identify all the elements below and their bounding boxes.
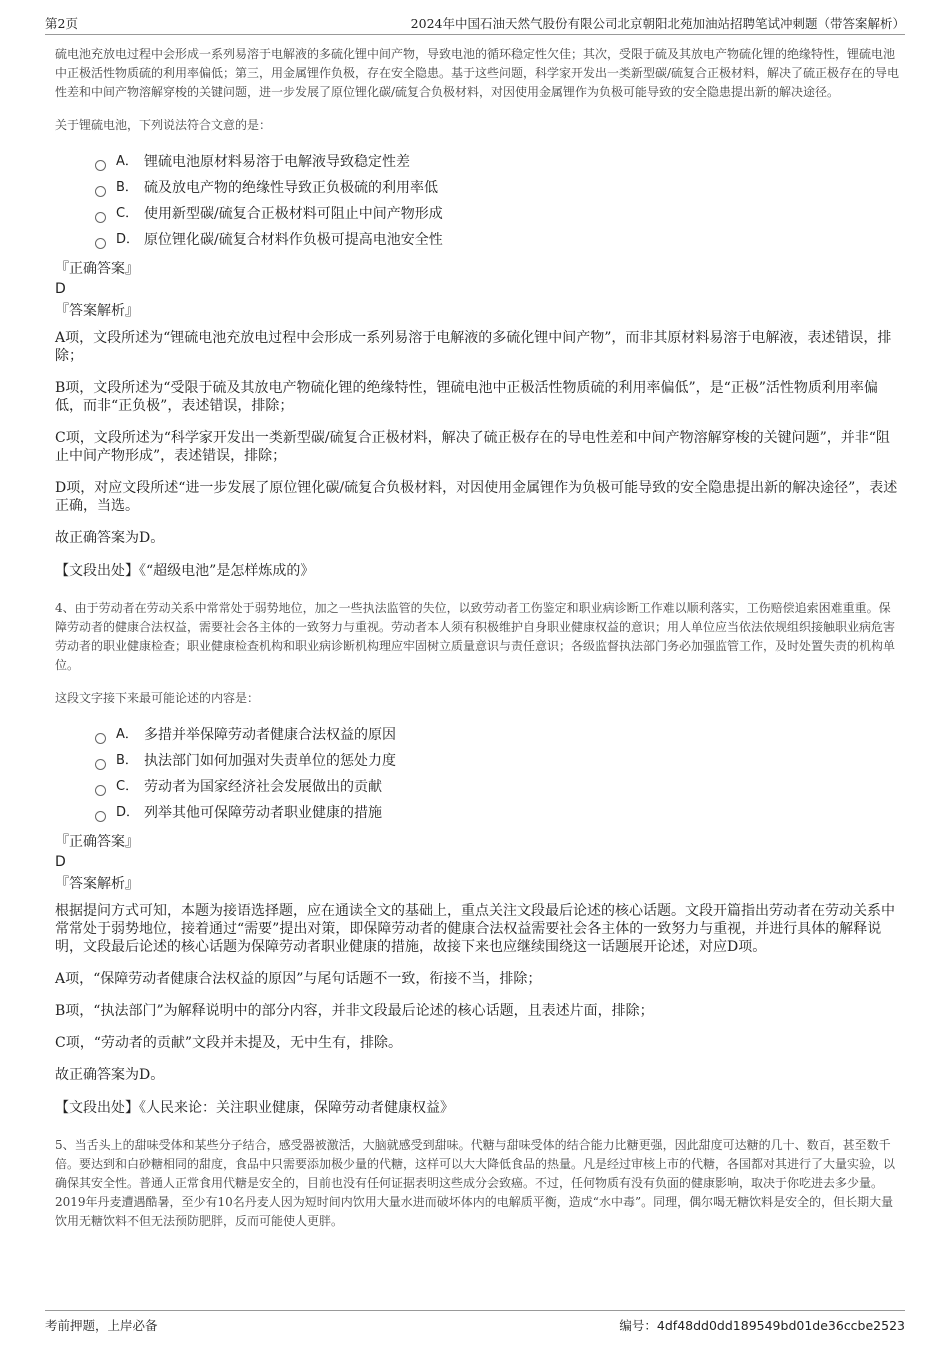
page-number: 第2页 bbox=[45, 16, 78, 31]
source-citation: 【文段出处】《“超级电池”是怎样炼成的》 bbox=[55, 563, 315, 579]
question-4 bbox=[55, 599, 900, 1118]
radio-icon[interactable] bbox=[95, 759, 106, 770]
answer-label: 『正确答案』 bbox=[55, 261, 139, 277]
option-text: 使用新型碳/硫复合正极材料可阻止中间产物形成 bbox=[144, 206, 443, 222]
option-text: 执法部门如何加强对失责单位的惩处力度 bbox=[144, 753, 396, 769]
option-c[interactable]: C． 劳动者为国家经济社会发展做出的贡献 bbox=[95, 774, 900, 800]
option-b[interactable]: B． 执法部门如何加强对失责单位的惩处力度 bbox=[95, 748, 900, 774]
radio-icon[interactable] bbox=[95, 811, 106, 822]
option-c[interactable]: C． 使用新型碳/硫复合正极材料可阻止中间产物形成 bbox=[95, 201, 900, 227]
analysis-paragraph: B项，文段所述为“受限于硫及其放电产物硫化锂的绝缘特性，锂硫电池中正极活性物质硫的利用率偏低”，是“正极”活性物质利用率偏低，而非“正负极”，表述错误，排除； bbox=[55, 380, 878, 414]
question-5-passage: 5、当舌头上的甜味受体和某些分子结合，感受器被激活，大脑就感受到甜味。代糖与甜味受体的结合能力比糖更强，因此甜度可达糖的几十、数百，甚至数千倍。要达到和白砂糖相同的甜度，食品中只需要添加极少量的代糖，这样可以大大降低食品的热量。凡是经过审核上市的代糖，各国都对其进行了大量实验，以确保其安全性。普通人正常食用代糖是安全的，目前也没有任何证据表明这些成分会致癌。不过，任何物质有没有负面的健康影响，取决于你吃进去多少量。2019年丹麦遭遇酷暑，至少有10名丹麦人因为短时间内饮用大量水进而破坏体内的电解质平衡，造成“水中毒”。同理，偶尔喝无糖饮料是安全的，但长期大量饮用无糖饮料不但无法预防肥胖，反而可能使人更胖。 bbox=[55, 1138, 896, 1228]
radio-icon[interactable] bbox=[95, 186, 106, 197]
option-d[interactable]: D． 原位锂化碳/硫复合材料作负极可提高电池安全性 bbox=[95, 227, 900, 253]
analysis-paragraph: A项，文段所述为“锂硫电池充放电过程中会形成一系列易溶于电解液的多硫化锂中间产物”，而非其原材料易溶于电解液，表述错误，排除； bbox=[55, 330, 892, 364]
option-text: 列举其他可保障劳动者职业健康的措施 bbox=[144, 805, 382, 821]
radio-icon[interactable] bbox=[95, 238, 106, 249]
analysis-paragraph: C项，“劳动者的贡献”文段并未提及，无中生有，排除。 bbox=[55, 1035, 403, 1051]
footer-code bbox=[619, 1316, 905, 1334]
question-3-passage: 硫电池充放电过程中会形成一系列易溶于电解液的多硫化锂中间产物，导致电池的循环稳定性欠佳；其次，受限于硫及其放电产物硫化锂的绝缘特性，锂硫电池中正极活性物质硫的利用率偏低；第三，用金属锂作负极，存在安全隐患。基于这些问题，科学家开发出一类新型碳/硫复合正极材料，解决了硫正极存在的导电性差和中间产物溶解穿梭的关键问题，进一步发展了原位锂化碳/硫复合负极材料，对因使用金属锂作为负极可能导致的安全隐患提出新的解决途径。 bbox=[55, 47, 900, 99]
footer-slogan: 考前押题，上岸必备 bbox=[45, 1318, 158, 1333]
question-3 bbox=[55, 45, 900, 581]
analysis-paragraph: D项，对应文段所述“进一步发展了原位锂化碳/硫复合负极材料，对因使用金属锂作为负极可能导致的安全隐患提出新的解决途径”，表述正确，当选。 bbox=[55, 480, 898, 514]
answer-label: 『正确答案』 bbox=[55, 834, 139, 850]
option-text: 硫及放电产物的绝缘性导致正负极硫的利用率低 bbox=[144, 180, 438, 196]
analysis-paragraph: A项，“保障劳动者健康合法权益的原因”与尾句话题不一致，衔接不当，排除； bbox=[55, 971, 542, 987]
answer-value: D bbox=[55, 281, 66, 297]
option-text: 劳动者为国家经济社会发展做出的贡献 bbox=[144, 779, 382, 795]
page-footer bbox=[45, 1310, 905, 1335]
question-4-prompt: 这段文字接下来最可能论述的内容是： bbox=[55, 691, 260, 705]
footer-code-value: 4df48dd0dd189549bd01de36ccbe2523 bbox=[656, 1318, 905, 1333]
option-b[interactable]: B． 硫及放电产物的绝缘性导致正负极硫的利用率低 bbox=[95, 175, 900, 201]
radio-icon[interactable] bbox=[95, 160, 106, 171]
option-a[interactable]: A． 锂硫电池原材料易溶于电解液导致稳定性差 bbox=[95, 149, 900, 175]
option-text: 锂硫电池原材料易溶于电解液导致稳定性差 bbox=[144, 154, 410, 170]
option-a[interactable]: A． 多措并举保障劳动者健康合法权益的原因 bbox=[95, 722, 900, 748]
question-3-prompt: 关于锂硫电池，下列说法符合文意的是： bbox=[55, 118, 272, 132]
option-text: 多措并举保障劳动者健康合法权益的原因 bbox=[144, 727, 396, 743]
option-text: 原位锂化碳/硫复合材料作负极可提高电池安全性 bbox=[144, 232, 443, 248]
analysis-paragraph: 根据提问方式可知，本题为接语选择题，应在通读全文的基础上，重点关注文段最后论述的核心话题。文段开篇指出劳动者在劳动关系中常常处于弱势地位，接着通过“需要”提出对策，即保障劳动者的健康合法权益需要社会各主体的一致努力与重视，并进行具体的解释说明，文段最后论述的核心话题为保障劳动者职业健康的措施，故接下来也应继续围绕这一话题展开论述，对应D项。 bbox=[55, 903, 895, 955]
analysis-conclusion: 故正确答案为D。 bbox=[55, 1067, 165, 1083]
question-3-options bbox=[95, 149, 900, 253]
document-body bbox=[55, 45, 900, 1245]
analysis-conclusion: 故正确答案为D。 bbox=[55, 530, 165, 546]
analysis-paragraph: B项，“执法部门”为解释说明中的部分内容，并非文段最后论述的核心话题，且表述片面，排除； bbox=[55, 1003, 654, 1019]
radio-icon[interactable] bbox=[95, 212, 106, 223]
answer-value: D bbox=[55, 854, 66, 870]
option-d[interactable]: D． 列举其他可保障劳动者职业健康的措施 bbox=[95, 800, 900, 826]
radio-icon[interactable] bbox=[95, 785, 106, 796]
analysis-label: 『答案解析』 bbox=[55, 876, 139, 892]
question-5 bbox=[55, 1136, 900, 1231]
question-4-options bbox=[95, 722, 900, 826]
radio-icon[interactable] bbox=[95, 733, 106, 744]
source-citation: 【文段出处】《人民来论：关注职业健康，保障劳动者健康权益》 bbox=[55, 1100, 454, 1116]
page-header bbox=[45, 12, 905, 35]
analysis-paragraph: C项，文段所述为“科学家开发出一类新型碳/硫复合正极材料，解决了硫正极存在的导电性差和中间产物溶解穿梭的关键问题”，并非“阻止中间产物形成”，表述错误，排除； bbox=[55, 430, 890, 464]
footer-code-label: 编号： bbox=[619, 1318, 657, 1333]
analysis-label: 『答案解析』 bbox=[55, 303, 139, 319]
document-title: 2024年中国石油天然气股份有限公司北京朝阳北苑加油站招聘笔试冲刺题（带答案解析） bbox=[410, 16, 905, 31]
question-4-passage: 4、由于劳动者在劳动关系中常常处于弱势地位，加之一些执法监管的失位，以致劳动者工伤鉴定和职业病诊断工作难以顺利落实，工伤赔偿追索困难重重。保障劳动者的健康合法权益，需要社会各主体的一致努力与重视。劳动者本人须有积极维护自身职业健康权益的意识；用人单位应当依法依规组织接触职业病危害劳动者的职业健康检查；职业健康检查机构和职业病诊断机构理应牢固树立质量意识与责任意识；各级监督执法部门务必加强监管工作，及时处置失责的机构单位。 bbox=[55, 601, 896, 672]
